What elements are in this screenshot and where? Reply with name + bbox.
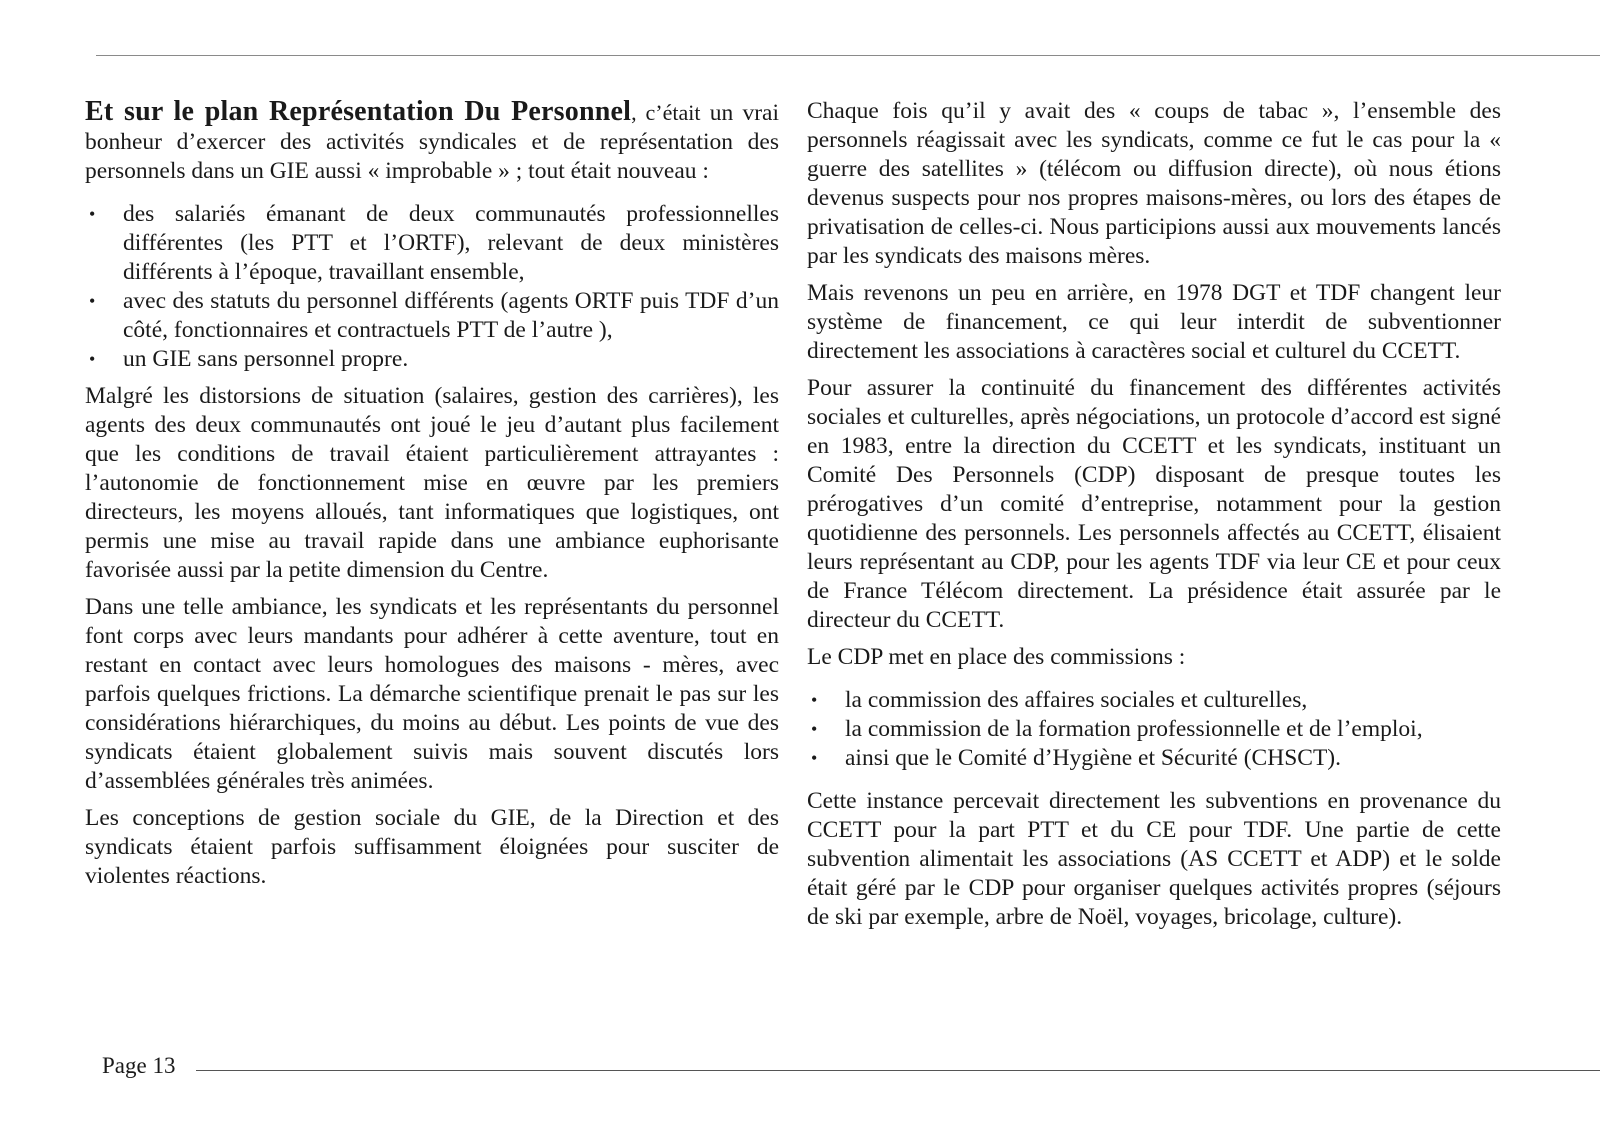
list-item-text: la commission de la formation professionnelle et de l’emploi, xyxy=(845,716,1423,742)
intro-text: un vrai bonheur d’exercer des activités syndicales et de représentation des personnels dans un GIE aussi « improbable » ; tout était nouveau : xyxy=(85,100,779,184)
heading-tail: , c’était xyxy=(631,100,701,125)
list-item-text: des salariés émanant de deux communautés professionnelles différentes (les PTT et l’ORTF), relevant de deux ministères différents à l’époque, travaillant ensemble, xyxy=(123,201,779,285)
list-item-text: la commission des affaires sociales et culturelles, xyxy=(845,687,1308,713)
list-item xyxy=(85,345,779,374)
paragraph: Les conceptions de gestion sociale du GIE, de la Direction et des syndicats étaient parfois suffisamment éloignées pour susciter de violentes réactions. xyxy=(85,805,779,889)
left-column xyxy=(85,97,779,899)
list-item-text: ainsi que le Comité d’Hygiène et Sécurité (CHSCT). xyxy=(845,745,1342,771)
bullet-list xyxy=(85,200,779,374)
paragraph: Cette instance percevait directement les subventions en provenance du CCETT pour la part PTT et du CE pour TDF. Une partie de cette subvention alimentait les associations (AS CCETT et ADP) et le solde était géré par le CDP pour organiser quelques activités propres (séjours de ski par exemple, arbre de Noël, voyages, bricolage, culture). xyxy=(807,788,1501,930)
list-item xyxy=(85,287,779,345)
bullet-icon: • xyxy=(89,349,96,369)
paragraph: Dans une telle ambiance, les syndicats et les représentants du personnel font corps avec leurs mandants pour adhérer à cette aventure, tout en restant en contact avec leurs homologues des maisons - mères, avec parfois quelques frictions. La démarche scientifique prenait le pas sur les considérations hiérarchiques, du moins au début. Les points de vue des syndicats étaient globalement suivis mais souvent discutés lors d’assemblées générales très animées. xyxy=(85,594,779,794)
footer-rule xyxy=(196,1070,1600,1071)
list-item-text: avec des statuts du personnel différents (agents ORTF puis TDF d’un côté, fonctionnaires et contractuels PTT de l’autre ), xyxy=(123,288,779,343)
paragraph: Mais revenons un peu en arrière, en 1978 DGT et TDF changent leur système de financement, ce qui leur interdit de subventionner directement les associations à caractères social et culturel du CCETT. xyxy=(807,280,1501,364)
page-number: Page 13 xyxy=(102,1053,176,1078)
paragraph: Le CDP met en place des commissions : xyxy=(807,644,1186,670)
commissions-list xyxy=(807,686,1501,773)
bullet-icon: • xyxy=(811,719,818,739)
list-item xyxy=(807,686,1501,715)
bullet-icon: • xyxy=(89,204,96,224)
right-column xyxy=(807,97,1501,940)
paragraph: Pour assurer la continuité du financement des différentes activités sociales et culturelles, après négociations, un protocole d’accord est signé en 1983, entre la direction du CCETT et les syndicats, instituant un Comité Des Personnels (CDP) disposant de presque toutes les prérogatives d’un comité d’entreprise, notamment pour la gestion quotidienne des personnels. Les personnels affectés au CCETT, élisaient leurs représentant au CDP, pour les agents TDF via leur CE et pour ceux de France Télécom directement. La présidence était assurée par le directeur du CCETT. xyxy=(807,375,1501,633)
intro-paragraph xyxy=(85,97,779,186)
list-item xyxy=(807,715,1501,744)
bullet-icon: • xyxy=(811,690,818,710)
list-item-text: un GIE sans personnel propre. xyxy=(123,346,409,372)
paragraph: Chaque fois qu’il y avait des « coups de tabac », l’ensemble des personnels réagissait avec les syndicats, comme ce fut le cas pour la « guerre des satellites » (télécom ou diffusion directe), où nous étions devenus suspects pour nos propres maisons-mères, ou lors des étapes de privatisation de celles-ci. Nous participions aussi aux mouvements lancés par les syndicats des maisons mères. xyxy=(807,98,1501,269)
section-heading: Et sur le plan Représentation Du Personnel xyxy=(85,96,632,127)
bullet-icon: • xyxy=(89,291,96,311)
paragraph: Malgré les distorsions de situation (salaires, gestion des carrières), les agents des deux communautés ont joué le jeu d’autant plus facilement que les conditions de travail étaient particulièrement attrayantes : l’autonomie de fonctionnement mise en œuvre par les premiers directeurs, les moyens alloués, tant informatiques que logistiques, ont permis une mise au travail rapide dans une ambiance euphorisante favorisée aussi par la petite dimension du Centre. xyxy=(85,383,779,583)
list-item xyxy=(807,744,1501,773)
list-item xyxy=(85,200,779,287)
header-rule xyxy=(96,55,1600,56)
bullet-icon: • xyxy=(811,748,818,768)
